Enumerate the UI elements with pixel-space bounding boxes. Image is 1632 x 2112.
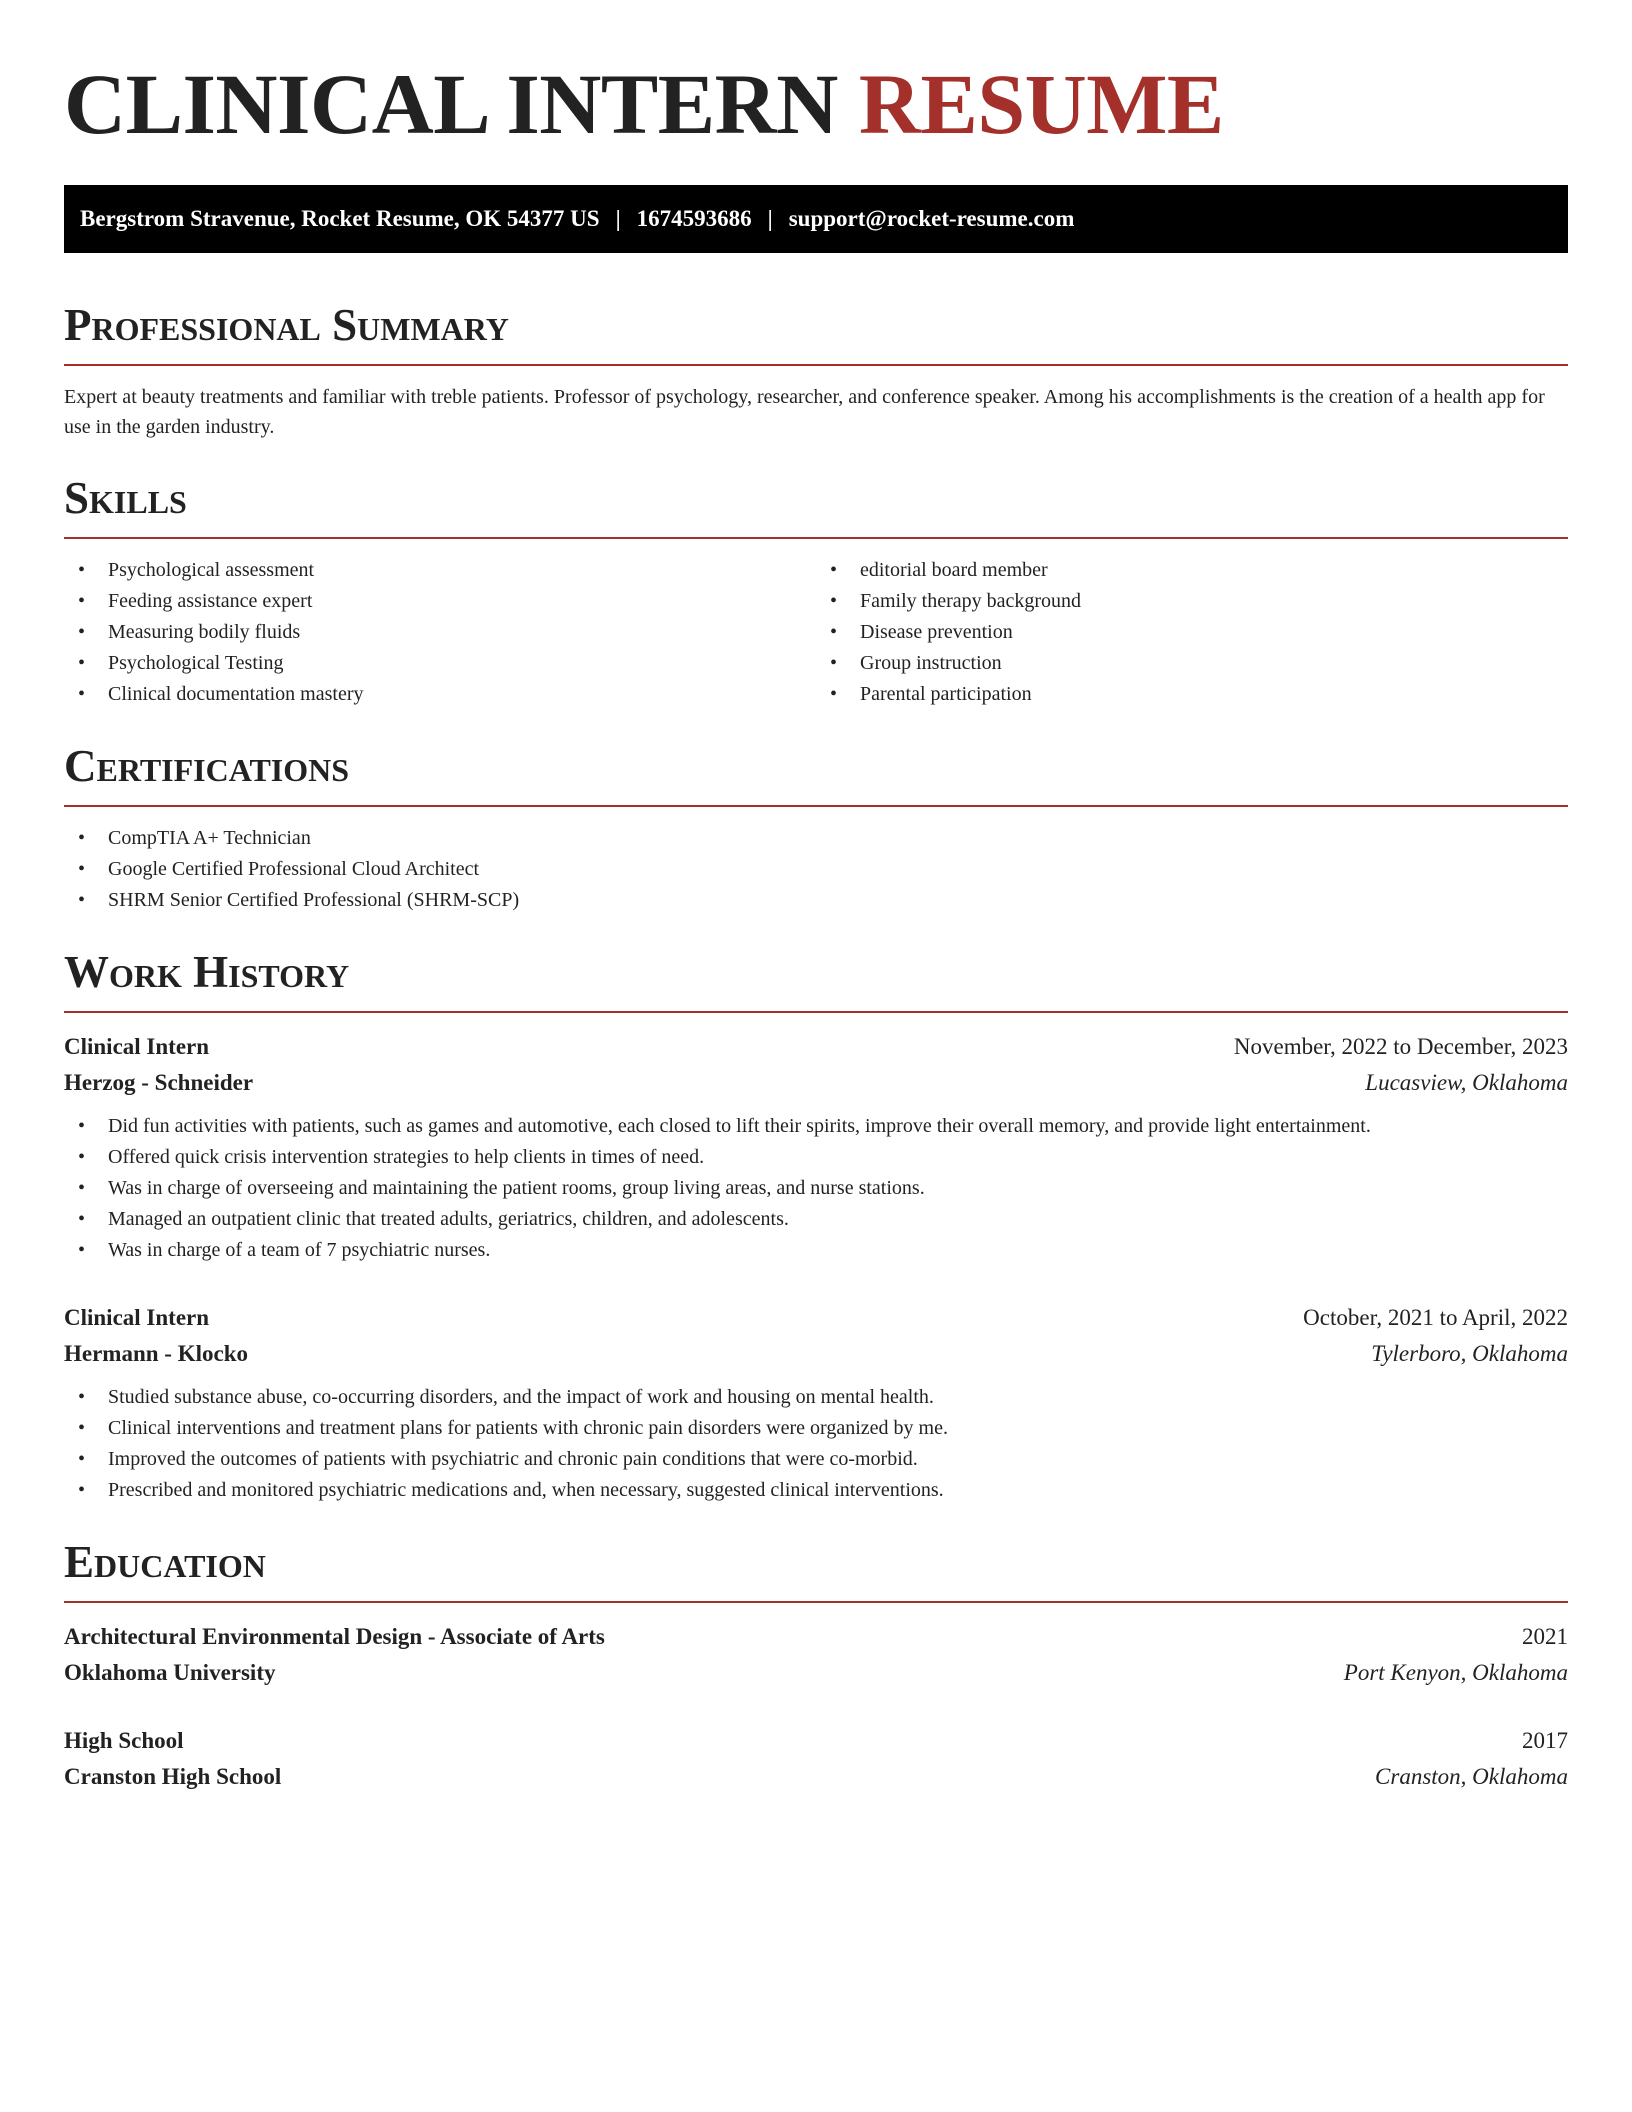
job-bullet: • Was in charge of overseeing and maintaining the patient rooms, group living areas, and nurse stations.	[64, 1173, 1568, 1204]
job-bullet: • Offered quick crisis intervention strategies to help clients in times of need.	[64, 1142, 1568, 1173]
summary-section	[64, 300, 1568, 442]
job-header-row	[64, 1029, 1568, 1065]
job-company: Herzog - Schneider	[64, 1070, 254, 1095]
job-bullet: • Prescribed and monitored psychiatric medications and, when necessary, suggested clinical interventions.	[64, 1475, 1568, 1506]
education-year: 2021	[1522, 1624, 1568, 1649]
certification-item: • Google Certified Professional Cloud Architect	[64, 854, 1568, 885]
education-section	[64, 1537, 1568, 1795]
certifications-list	[64, 823, 1568, 916]
job-bullet: • Studied substance abuse, co-occurring disorders, and the impact of work and housing on mental health.	[64, 1382, 1568, 1413]
skills-list-right	[816, 555, 1568, 710]
contact-bar	[64, 185, 1568, 253]
summary-text: Expert at beauty treatments and familiar with treble patients. Professor of psychology, researcher, and conference speaker. Among his accomplishments is the creation of a health app for use in the garden industry.	[64, 386, 1545, 438]
work-history-section	[64, 947, 1568, 1506]
section-divider	[64, 1011, 1568, 1013]
work-history-heading: Work History	[64, 947, 350, 997]
skills-list-left	[64, 555, 816, 710]
skill-item: • editorial board member	[816, 555, 1568, 586]
job-entry	[64, 1300, 1568, 1506]
education-school: Oklahoma University	[64, 1660, 276, 1685]
skill-item: • Psychological Testing	[64, 648, 816, 679]
certification-item: • SHRM Senior Certified Professional (SHRM-SCP)	[64, 885, 1568, 916]
skill-item: • Parental participation	[816, 679, 1568, 710]
job-title: Clinical Intern	[64, 1034, 210, 1059]
section-divider	[64, 537, 1568, 539]
skill-item: • Clinical documentation mastery	[64, 679, 816, 710]
section-divider	[64, 805, 1568, 807]
skill-item: • Psychological assessment	[64, 555, 816, 586]
skill-item: • Measuring bodily fluids	[64, 617, 816, 648]
title-accent: RESUME	[858, 56, 1224, 152]
job-dates: October, 2021 to April, 2022	[1303, 1305, 1568, 1330]
education-entry	[64, 1619, 1568, 1691]
job-entry	[64, 1029, 1568, 1266]
job-company-row	[64, 1065, 1568, 1101]
job-bullet: • Was in charge of a team of 7 psychiatric nurses.	[64, 1235, 1568, 1266]
contact-phone: 1674593686	[636, 206, 752, 231]
job-location: Tylerboro, Oklahoma	[1371, 1341, 1568, 1366]
skill-item: • Feeding assistance expert	[64, 586, 816, 617]
job-bullet: • Improved the outcomes of patients with psychiatric and chronic pain conditions that were co-morbid.	[64, 1444, 1568, 1475]
skill-item: • Group instruction	[816, 648, 1568, 679]
education-degree-row	[64, 1723, 1568, 1759]
education-entry	[64, 1723, 1568, 1795]
skills-heading: Skills	[64, 473, 187, 523]
education-degree: High School	[64, 1728, 184, 1753]
skills-columns	[64, 555, 1568, 710]
contact-email[interactable]: support@rocket-resume.com	[788, 206, 1075, 231]
job-header-row	[64, 1300, 1568, 1336]
certification-item: • CompTIA A+ Technician	[64, 823, 1568, 854]
certifications-section	[64, 741, 1568, 916]
job-bullet: • Did fun activities with patients, such as games and automotive, each closed to lift their spirits, improve their overall memory, and provide light entertainment.	[64, 1111, 1568, 1142]
section-divider	[64, 1601, 1568, 1603]
job-title: Clinical Intern	[64, 1305, 210, 1330]
education-location: Port Kenyon, Oklahoma	[1343, 1660, 1568, 1685]
section-divider	[64, 364, 1568, 366]
job-responsibilities	[64, 1111, 1568, 1266]
title-main: CLINICAL INTERN	[64, 56, 838, 152]
education-school-row	[64, 1655, 1568, 1691]
contact-separator: |	[767, 206, 773, 231]
job-bullet: • Managed an outpatient clinic that treated adults, geriatrics, children, and adolescents.	[64, 1204, 1568, 1235]
job-company-row	[64, 1336, 1568, 1372]
contact-separator: |	[615, 206, 621, 231]
education-school-row	[64, 1759, 1568, 1795]
job-dates: November, 2022 to December, 2023	[1233, 1034, 1568, 1059]
skills-section	[64, 473, 1568, 710]
education-degree: Architectural Environmental Design - Associate of Arts	[64, 1624, 605, 1649]
education-heading: Education	[64, 1537, 266, 1587]
education-location: Cranston, Oklahoma	[1375, 1764, 1568, 1789]
job-bullet: • Clinical interventions and treatment plans for patients with chronic pain disorders were organized by me.	[64, 1413, 1568, 1444]
job-company: Hermann - Klocko	[64, 1341, 248, 1366]
education-year: 2017	[1522, 1728, 1568, 1753]
certifications-heading: Certifications	[64, 741, 350, 791]
job-responsibilities	[64, 1382, 1568, 1506]
skill-item: • Disease prevention	[816, 617, 1568, 648]
skill-item: • Family therapy background	[816, 586, 1568, 617]
contact-address: Bergstrom Stravenue, Rocket Resume, OK 54377 US	[80, 206, 600, 231]
job-location: Lucasview, Oklahoma	[1365, 1070, 1568, 1095]
education-school: Cranston High School	[64, 1764, 282, 1789]
summary-heading: Professional Summary	[64, 300, 509, 350]
education-degree-row	[64, 1619, 1568, 1655]
resume-title	[64, 56, 1568, 152]
